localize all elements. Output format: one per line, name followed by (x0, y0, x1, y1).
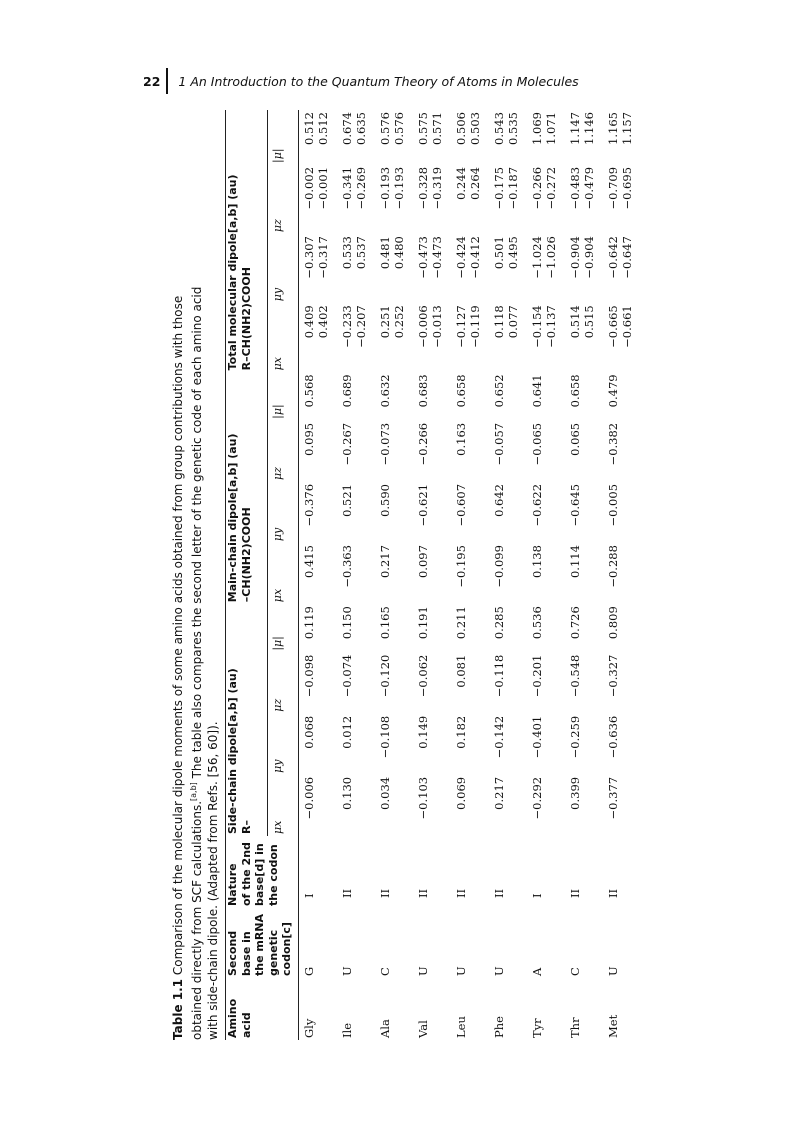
second-base-cell: U (453, 966, 468, 976)
side-chain-mx-cell: −0.377 (605, 776, 620, 820)
amino-acid-cell: Gly (301, 1018, 316, 1038)
sub-abs: |μ| (271, 148, 285, 163)
caption-line-2b: The table also compares the second letter of the genetic code of each amino acid (190, 286, 204, 783)
total-abs-value: 1.069 (529, 112, 544, 145)
second-base-cell: U (415, 966, 430, 976)
main-chain-mx-cell: −0.288 (605, 545, 620, 588)
main-chain-my-cell: −0.607 (453, 483, 468, 527)
sub-my: μy (271, 759, 285, 773)
page-number: 22 (143, 74, 161, 89)
total-abs-value: 1.071 (544, 112, 558, 145)
total-abs-value: 0.571 (430, 112, 444, 145)
total-mx-value: 0.251 (377, 305, 392, 339)
sub-mz: μz (271, 219, 285, 233)
total-my-value: 0.537 (354, 236, 368, 270)
total-mx-cell (413, 303, 451, 372)
total-mx-value: 0.409 (301, 305, 316, 339)
total-my-value: 0.533 (339, 236, 354, 270)
total-mz-cell (527, 165, 565, 234)
table-row (489, 110, 527, 1040)
side-chain-abs-cell: 0.285 (491, 606, 506, 640)
nature-cell: II (339, 888, 354, 898)
table-row (565, 110, 603, 1040)
side-chain-my-cell: −0.142 (491, 715, 506, 759)
amino-acid-cell: Ala (377, 1019, 392, 1038)
second-base-cell: U (605, 966, 620, 976)
total-my-value: −0.424 (453, 236, 468, 279)
total-mx-value: −0.127 (453, 305, 468, 348)
total-mz-value: −0.479 (582, 166, 596, 210)
col-nature: Nature of the 2nd base[d] in the codon (226, 842, 280, 906)
table-row (451, 110, 489, 1040)
main-chain-mz-cell: −0.382 (605, 422, 620, 466)
total-mz-value: −0.193 (392, 166, 406, 210)
total-abs-value: 0.535 (506, 112, 520, 145)
side-chain-my-cell: 0.182 (453, 715, 468, 749)
side-chain-mx-cell: 0.069 (453, 776, 468, 810)
total-abs-cell (299, 110, 337, 165)
total-abs-value: 0.575 (415, 112, 430, 145)
main-chain-mz-cell: 0.065 (567, 422, 582, 456)
main-chain-my-cell: −0.622 (529, 483, 544, 527)
col-group-total: Total molecular dipole[a,b] (au) R–CH(NH2)COOH (226, 110, 268, 372)
total-mz-value: −0.002 (301, 166, 316, 210)
side-chain-mx-cell: 0.217 (491, 776, 506, 810)
total-mx-cell (299, 303, 337, 372)
nature-cell: II (453, 888, 468, 898)
table-row (413, 110, 451, 1040)
header-divider (166, 68, 168, 94)
total-abs-value: 0.506 (453, 112, 468, 145)
side-chain-mx-cell: 0.399 (567, 776, 582, 810)
amino-acid-cell: Ile (339, 1022, 354, 1038)
col-second-base: Second base in the mRNA genetic codon[c] (226, 913, 293, 976)
sub-mx: μx (271, 357, 285, 371)
total-my-cell (565, 234, 603, 303)
table-row (527, 110, 565, 1040)
total-mx-value: 0.118 (491, 305, 506, 339)
total-my-cell (375, 234, 413, 303)
side-chain-abs-cell: 0.165 (377, 606, 392, 640)
total-abs-value: 0.576 (392, 112, 406, 145)
main-chain-mx-cell: 0.217 (377, 545, 392, 579)
sub-mx: μx (271, 588, 285, 603)
total-abs-value: 1.146 (582, 112, 596, 145)
total-my-value: 0.501 (491, 236, 506, 270)
total-mx-cell (527, 303, 565, 372)
total-mz-cell (489, 165, 527, 234)
main-chain-abs-cell: 0.641 (529, 374, 544, 408)
main-chain-abs-cell: 0.658 (453, 374, 468, 408)
total-mz-value: −0.695 (620, 166, 634, 210)
total-abs-cell (489, 110, 527, 165)
total-my-value: −0.317 (316, 236, 330, 279)
total-mx-value: −0.006 (415, 305, 430, 348)
total-abs-cell (527, 110, 565, 165)
table-body (299, 110, 641, 1040)
total-my-cell (527, 234, 565, 303)
total-abs-value: 0.576 (377, 112, 392, 145)
side-chain-my-cell: −0.108 (377, 715, 392, 759)
total-mx-cell (337, 303, 375, 372)
main-chain-mz-cell: 0.095 (301, 422, 316, 456)
total-mz-value: −0.001 (316, 166, 330, 210)
side-chain-mx-cell: 0.034 (377, 776, 392, 810)
side-chain-abs-cell: 0.211 (453, 606, 468, 640)
total-my-value: −1.026 (544, 236, 558, 279)
side-chain-my-cell: −0.636 (605, 715, 620, 759)
total-my-cell (451, 234, 489, 303)
total-mx-value: −0.119 (468, 305, 482, 348)
second-base-cell: U (339, 966, 354, 976)
total-mz-value: −0.319 (430, 166, 444, 210)
col-group-main-chain: Main-chain dipole[a,b] (au) –CH(NH2)COOH (226, 372, 268, 604)
main-chain-abs-cell: 0.568 (301, 374, 316, 408)
total-abs-cell (451, 110, 489, 165)
total-abs-cell (413, 110, 451, 165)
total-mz-value: −0.266 (529, 166, 544, 210)
total-my-value: 0.480 (392, 236, 406, 270)
side-chain-abs-cell: 0.536 (529, 606, 544, 640)
total-mz-cell (375, 165, 413, 234)
table-caption (170, 110, 221, 1040)
total-abs-value: 0.512 (316, 112, 330, 145)
total-mz-value: −0.341 (339, 166, 354, 210)
total-abs-cell (565, 110, 603, 165)
total-my-cell (603, 234, 641, 303)
main-chain-mx-cell: 0.138 (529, 545, 544, 579)
total-abs-cell (337, 110, 375, 165)
total-my-cell (489, 234, 527, 303)
main-chain-mz-cell: −0.065 (529, 422, 544, 466)
sub-abs: |μ| (271, 404, 285, 419)
main-chain-mz-cell: −0.073 (377, 422, 392, 466)
side-chain-my-cell: 0.068 (301, 715, 316, 749)
total-mz-cell (337, 165, 375, 234)
main-chain-abs-cell: 0.479 (605, 374, 620, 408)
col-group-side-chain: Side-chain dipole[a,b] (au) R– (226, 604, 268, 836)
table-row (337, 110, 375, 1040)
running-title: 1 An Introduction to the Quantum Theory of Atoms in Molecules (178, 74, 579, 89)
total-mz-value: 0.244 (453, 166, 468, 200)
main-chain-my-cell: −0.376 (301, 483, 316, 527)
total-mz-value: −0.483 (567, 166, 582, 210)
sub-mz: μz (271, 698, 285, 712)
side-chain-mz-cell: −0.062 (415, 654, 430, 698)
side-chain-my-cell: −0.401 (529, 715, 544, 759)
side-chain-mz-cell: −0.118 (491, 654, 506, 698)
side-chain-mz-cell: −0.201 (529, 654, 544, 698)
second-base-cell: C (567, 967, 582, 976)
side-chain-mz-cell: −0.098 (301, 654, 316, 698)
side-chain-abs-cell: 0.726 (567, 606, 582, 640)
total-mx-value: 0.515 (582, 305, 596, 339)
nature-cell: II (415, 888, 430, 898)
total-mz-value: −0.328 (415, 166, 430, 210)
total-my-cell (337, 234, 375, 303)
side-chain-mz-cell: −0.327 (605, 654, 620, 698)
second-base-cell: G (301, 966, 316, 976)
main-chain-mx-cell: −0.099 (491, 545, 506, 588)
total-my-value: 0.495 (506, 236, 520, 270)
total-mx-cell (451, 303, 489, 372)
amino-acid-cell: Met (605, 1014, 620, 1038)
total-mx-value: −0.233 (339, 305, 354, 348)
total-mx-value: −0.207 (354, 305, 368, 348)
total-mx-value: −0.013 (430, 305, 444, 348)
main-chain-my-cell: −0.005 (605, 483, 620, 527)
total-mz-value: −0.272 (544, 166, 558, 210)
sub-mz: μz (271, 467, 285, 480)
main-chain-mz-cell: −0.267 (339, 422, 354, 466)
side-chain-mz-cell: −0.548 (567, 654, 582, 698)
total-my-value: −0.642 (605, 236, 620, 279)
table-row (375, 110, 413, 1040)
total-mz-cell (451, 165, 489, 234)
table-row (299, 110, 337, 1040)
total-mx-value: −0.154 (529, 305, 544, 348)
side-chain-mz-cell: −0.074 (339, 654, 354, 698)
amino-acid-cell: Phe (491, 1016, 506, 1038)
total-mx-cell (375, 303, 413, 372)
side-chain-mz-cell: −0.120 (377, 654, 392, 698)
main-chain-my-cell: 0.590 (377, 483, 392, 517)
main-chain-mx-cell: −0.195 (453, 545, 468, 588)
total-abs-value: 0.674 (339, 112, 354, 145)
total-mx-value: 0.252 (392, 305, 406, 339)
total-mz-cell (299, 165, 337, 234)
total-mz-value: −0.175 (491, 166, 506, 210)
main-chain-mz-cell: −0.057 (491, 422, 506, 466)
total-mz-value: −0.187 (506, 166, 520, 210)
total-mx-value: 0.077 (506, 305, 520, 339)
caption-line-2a: obtained directly from SCF calculations. (190, 800, 204, 1040)
nature-cell: I (529, 893, 544, 898)
sub-my: μy (271, 527, 285, 542)
total-abs-value: 0.543 (491, 112, 506, 145)
total-my-cell (299, 234, 337, 303)
caption-line-3: with side-chain dipole. (Adapted from Refs. [56, 60]). (206, 721, 220, 1040)
total-my-value: −1.024 (529, 236, 544, 279)
main-chain-abs-cell: 0.683 (415, 374, 430, 408)
nature-cell: II (377, 888, 392, 898)
nature-cell: II (605, 888, 620, 898)
main-chain-my-cell: −0.645 (567, 483, 582, 527)
main-chain-mx-cell: 0.415 (301, 545, 316, 579)
total-mz-value: −0.709 (605, 166, 620, 210)
total-abs-cell (375, 110, 413, 165)
total-abs-value: 1.165 (605, 112, 620, 145)
total-mx-value: 0.402 (316, 305, 330, 339)
total-mz-cell (413, 165, 451, 234)
total-abs-value: 0.635 (354, 112, 368, 145)
dipole-table (226, 110, 641, 1040)
caption-footnote-ref: [a,b] (189, 782, 198, 801)
total-my-value: −0.473 (430, 236, 444, 279)
amino-acid-cell: Thr (567, 1017, 582, 1038)
main-chain-my-cell: 0.521 (339, 483, 354, 517)
main-chain-my-cell: 0.642 (491, 483, 506, 517)
total-mx-cell (489, 303, 527, 372)
total-mz-value: 0.264 (468, 166, 482, 200)
total-my-value: −0.307 (301, 236, 316, 279)
caption-line-1: Comparison of the molecular dipole moments of some amino acids obtained from group contributions with those (171, 295, 185, 976)
total-mz-cell (603, 165, 641, 234)
rotated-table-block (170, 110, 660, 1040)
total-abs-value: 0.512 (301, 112, 316, 145)
sub-mx: μx (271, 820, 285, 834)
total-abs-value: 0.503 (468, 112, 482, 145)
total-mx-cell (603, 303, 641, 372)
main-chain-mz-cell: 0.163 (453, 422, 468, 456)
total-mz-value: −0.269 (354, 166, 368, 210)
main-chain-abs-cell: 0.652 (491, 374, 506, 408)
total-abs-value: 1.157 (620, 112, 634, 145)
col-amino-acid: Amino acid (226, 998, 253, 1038)
main-chain-my-cell: −0.621 (415, 483, 430, 527)
main-chain-mx-cell: 0.114 (567, 545, 582, 579)
side-chain-mx-cell: −0.006 (301, 776, 316, 820)
total-abs-cell (603, 110, 641, 165)
total-my-value: 0.481 (377, 236, 392, 270)
amino-acid-cell: Val (415, 1020, 430, 1038)
total-my-value: −0.904 (567, 236, 582, 279)
nature-cell: II (491, 888, 506, 898)
main-chain-abs-cell: 0.658 (567, 374, 582, 408)
side-chain-mz-cell: 0.081 (453, 654, 468, 688)
total-mx-value: −0.665 (605, 305, 620, 348)
second-base-cell: C (377, 967, 392, 976)
table-label: Table 1.1 (171, 978, 185, 1040)
amino-acid-cell: Tyr (529, 1018, 544, 1038)
main-chain-mz-cell: −0.266 (415, 422, 430, 466)
sub-my: μy (271, 287, 285, 302)
total-mz-cell (565, 165, 603, 234)
side-chain-abs-cell: 0.809 (605, 606, 620, 640)
side-chain-mx-cell: −0.292 (529, 776, 544, 820)
nature-cell: I (301, 893, 316, 898)
side-chain-abs-cell: 0.150 (339, 606, 354, 640)
side-chain-mx-cell: −0.103 (415, 776, 430, 820)
main-chain-abs-cell: 0.689 (339, 374, 354, 408)
total-my-value: −0.473 (415, 236, 430, 279)
table-row (603, 110, 641, 1040)
second-base-cell: A (529, 967, 544, 976)
total-mz-value: −0.193 (377, 166, 392, 210)
total-mx-value: −0.661 (620, 305, 634, 348)
running-header (143, 68, 579, 94)
side-chain-my-cell: −0.259 (567, 715, 582, 759)
total-mx-value: 0.514 (567, 305, 582, 339)
main-chain-mx-cell: 0.097 (415, 545, 430, 579)
second-base-cell: U (491, 966, 506, 976)
total-mx-cell (565, 303, 603, 372)
total-mx-value: −0.137 (544, 305, 558, 348)
side-chain-abs-cell: 0.119 (301, 606, 316, 640)
side-chain-my-cell: 0.012 (339, 715, 354, 749)
main-chain-mx-cell: −0.363 (339, 545, 354, 588)
total-my-cell (413, 234, 451, 303)
side-chain-my-cell: 0.149 (415, 715, 430, 749)
side-chain-abs-cell: 0.191 (415, 606, 430, 640)
sub-abs: |μ| (271, 636, 285, 651)
nature-cell: II (567, 888, 582, 898)
amino-acid-cell: Leu (453, 1016, 468, 1038)
main-chain-abs-cell: 0.632 (377, 374, 392, 408)
total-my-value: −0.412 (468, 236, 482, 279)
side-chain-mx-cell: 0.130 (339, 776, 354, 810)
total-my-value: −0.904 (582, 236, 596, 279)
total-my-value: −0.647 (620, 236, 634, 279)
total-abs-value: 1.147 (567, 112, 582, 145)
